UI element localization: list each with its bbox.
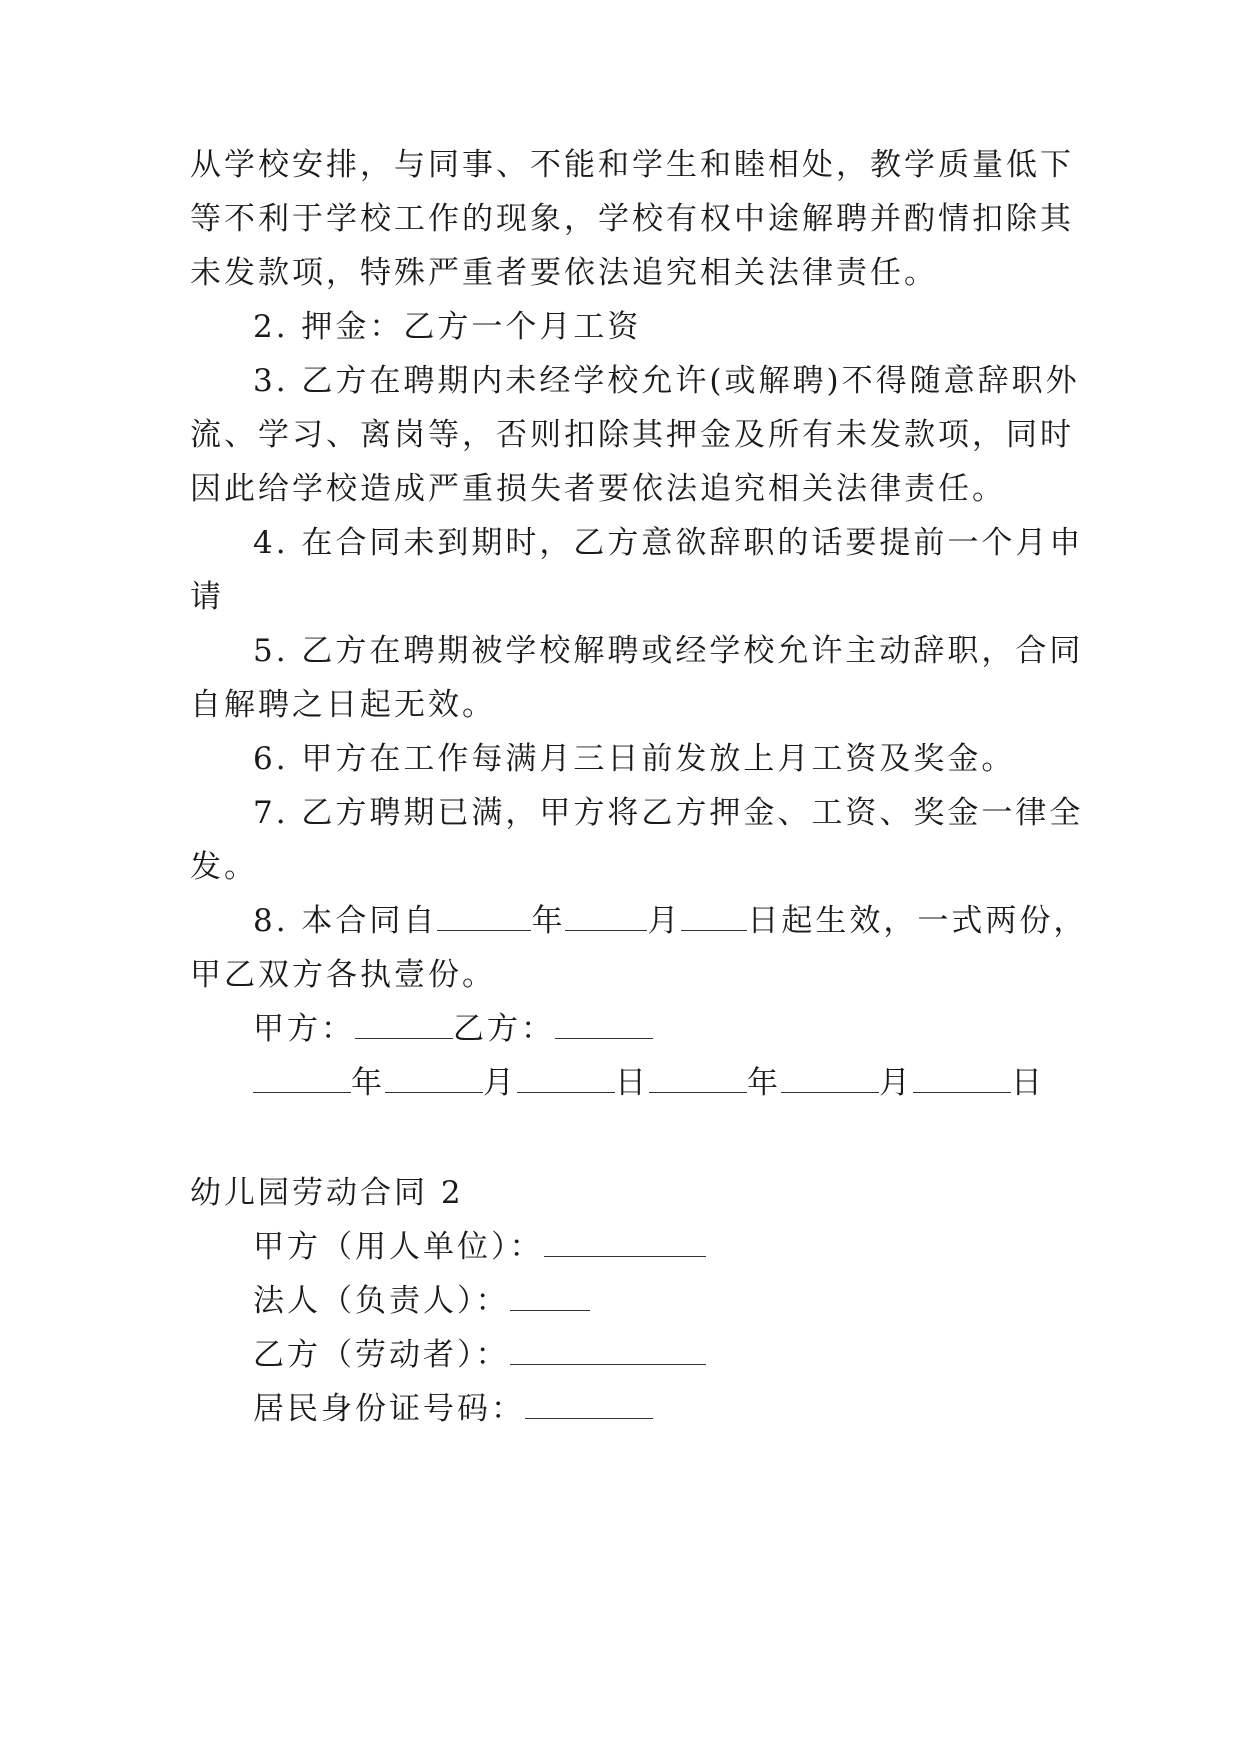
date-year-label: 年 bbox=[351, 1065, 385, 1101]
paragraph-line: 请 bbox=[190, 579, 224, 615]
month-blank bbox=[565, 898, 647, 931]
clause-2: 2. 押金：乙方一个月工资 bbox=[253, 309, 642, 345]
clause-8-end: 日起生效，一式两份， bbox=[747, 903, 1088, 939]
date-blank bbox=[649, 1060, 747, 1093]
id-number-field bbox=[253, 1380, 653, 1438]
paragraph-line: 自解聘之日起无效。 bbox=[190, 687, 496, 723]
id-number-blank bbox=[525, 1386, 653, 1419]
month-label: 月 bbox=[647, 903, 682, 939]
date-blank bbox=[253, 1060, 351, 1093]
paragraph-line: 发。 bbox=[190, 849, 258, 885]
section-title: 幼儿园劳动合同 2 bbox=[190, 1175, 464, 1211]
clause-7: 7. 乙方聘期已满，甲方将乙方押金、工资、奖金一律全 bbox=[253, 795, 1084, 831]
employee-field bbox=[253, 1326, 706, 1384]
employee-blank bbox=[510, 1332, 706, 1365]
paragraph-line: 因此给学校造成严重损失者要依法追究相关法律责任。 bbox=[190, 471, 1006, 507]
signature-date-line bbox=[253, 1054, 1045, 1112]
year-blank bbox=[437, 898, 531, 931]
party-a-label: 甲方： bbox=[253, 1011, 355, 1047]
employer-label: 甲方（用人单位）： bbox=[253, 1229, 544, 1265]
date-day-label: 日 bbox=[1011, 1065, 1045, 1101]
clause-8-start: 8. 本合同自 bbox=[253, 903, 438, 939]
employer-field bbox=[253, 1218, 706, 1276]
party-b-blank bbox=[555, 1006, 653, 1039]
legal-rep-label: 法人（负责人）： bbox=[253, 1283, 510, 1319]
paragraph-line: 甲乙双方各执壹份。 bbox=[190, 957, 496, 993]
party-b-label: 乙方： bbox=[453, 1011, 555, 1047]
date-month-label: 月 bbox=[483, 1065, 517, 1101]
clause-5: 5. 乙方在聘期被学校解聘或经学校允许主动辞职，合同 bbox=[253, 633, 1084, 669]
clause-6: 6. 甲方在工作每满月三日前发放上月工资及奖金。 bbox=[253, 741, 1016, 777]
date-blank bbox=[781, 1060, 879, 1093]
legal-rep-field bbox=[253, 1272, 590, 1330]
paragraph-line: 未发款项，特殊严重者要依法追究相关法律责任。 bbox=[190, 255, 938, 291]
day-blank bbox=[681, 898, 747, 931]
employee-label: 乙方（劳动者）： bbox=[253, 1337, 510, 1373]
clause-3: 3. 乙方在聘期内未经学校允许(或解聘)不得随意辞职外 bbox=[253, 363, 1080, 399]
id-number-label: 居民身份证号码： bbox=[253, 1391, 525, 1427]
signature-line bbox=[253, 1000, 653, 1058]
date-blank bbox=[913, 1060, 1011, 1093]
paragraph-line: 等不利于学校工作的现象，学校有权中途解聘并酌情扣除其 bbox=[190, 201, 1074, 237]
date-blank bbox=[517, 1060, 615, 1093]
date-blank bbox=[385, 1060, 483, 1093]
legal-rep-blank bbox=[510, 1278, 590, 1311]
paragraph-line: 流、学习、离岗等，否则扣除其押金及所有未发款项，同时 bbox=[190, 417, 1074, 453]
date-month-label: 月 bbox=[879, 1065, 913, 1101]
party-a-blank bbox=[355, 1006, 453, 1039]
employer-blank bbox=[544, 1224, 706, 1257]
date-year-label: 年 bbox=[747, 1065, 781, 1101]
year-label: 年 bbox=[531, 903, 566, 939]
clause-4: 4. 在合同未到期时，乙方意欲辞职的话要提前一个月申 bbox=[253, 525, 1084, 561]
paragraph-line: 从学校安排，与同事、不能和学生和睦相处，教学质量低下 bbox=[190, 147, 1074, 183]
date-day-label: 日 bbox=[615, 1065, 649, 1101]
clause-8 bbox=[253, 892, 1087, 950]
